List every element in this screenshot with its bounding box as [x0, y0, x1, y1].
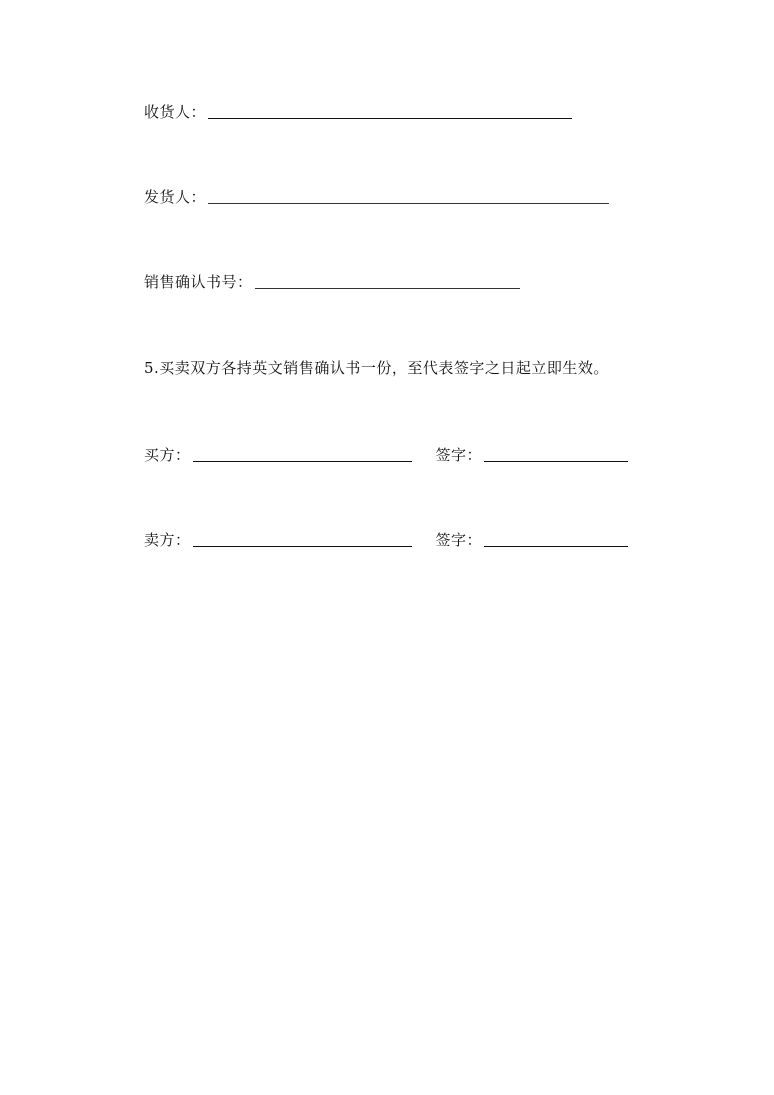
- clause-text: 5.买卖双方各持英文销售确认书一份，至代表签字之日起立即生效。: [144, 359, 609, 377]
- buyer-signature-blank-line: [484, 461, 628, 462]
- seller-signature-blank-line: [484, 546, 628, 547]
- shipper-blank-line: [208, 203, 609, 204]
- clause-paragraph: [144, 354, 609, 378]
- shipper-field: [144, 183, 609, 207]
- consignee-blank-line: [208, 118, 572, 119]
- buyer-signature-row: [144, 441, 628, 465]
- seller-blank-line: [193, 546, 412, 547]
- seller-signature-row: [144, 526, 628, 550]
- confirmation-number-label: 销售确认书号：: [144, 273, 253, 291]
- buyer-label: 买方：: [144, 446, 191, 464]
- seller-label: 卖方：: [144, 531, 191, 549]
- confirmation-number-field: [144, 268, 520, 292]
- confirmation-number-blank-line: [255, 288, 520, 289]
- shipper-label: 发货人：: [144, 188, 207, 206]
- buyer-signature-label: 签字：: [435, 446, 483, 464]
- consignee-label: 收货人：: [144, 103, 207, 121]
- consignee-field: [144, 98, 572, 122]
- seller-signature-label: 签字：: [435, 531, 483, 549]
- buyer-blank-line: [193, 461, 412, 462]
